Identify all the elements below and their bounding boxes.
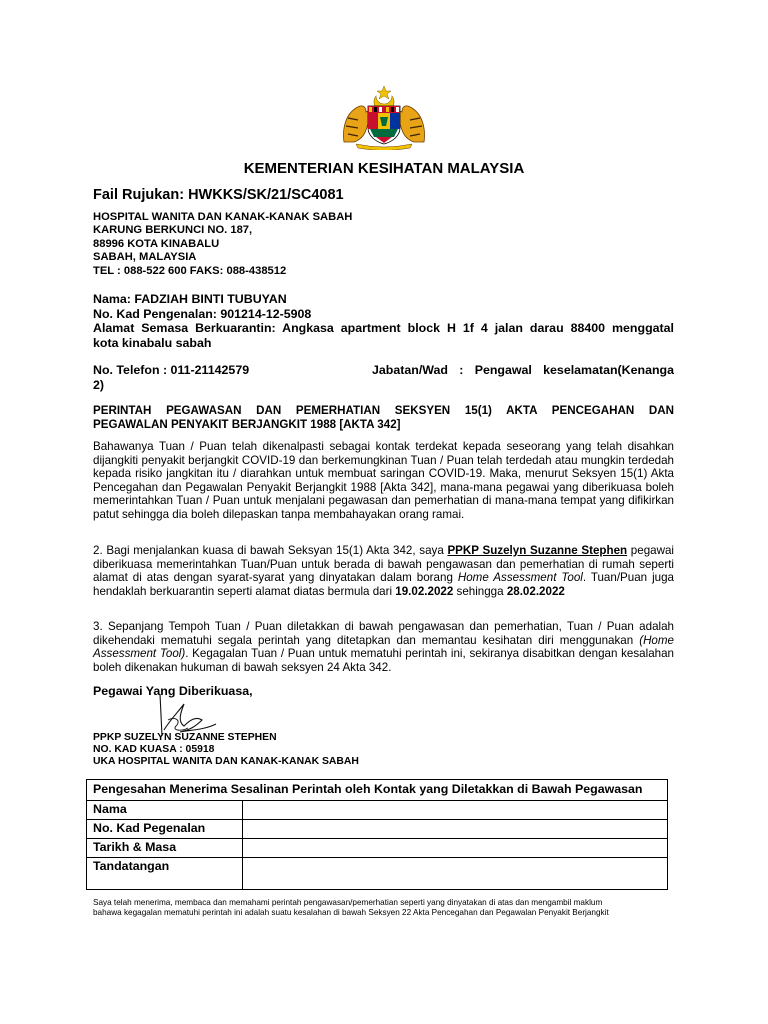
quarantine-start-date: 19.02.2022 (395, 584, 454, 598)
contact-department: Jabatan/Wad : Pengawal keselamatan(Kenanga (372, 363, 674, 377)
datetime-field[interactable] (243, 838, 668, 857)
address-line: HOSPITAL WANITA DAN KANAK-KANAK SABAH (93, 211, 353, 223)
paragraph-3-text: 3. Sepanjang Tempoh Tuan / Puan diletakkan di bawah pengawasan dan pemerhatian, Tuan / Puan adalah dikehendaki mematuhi segala perintah yang ditetapkan dan memantau kesihatan diri menggunakan (93, 620, 674, 647)
table-row (87, 780, 668, 801)
signatory-name: PPKP SUZELYN SUZANNE STEPHEN (93, 732, 277, 743)
table-row (87, 800, 668, 819)
authorized-officer-label: Pegawai Yang Diberikuasa, (93, 684, 253, 698)
signatory-id: NO. KAD KUASA : 05918 (93, 744, 215, 756)
contact-department-cont: 2) (93, 377, 105, 392)
contact-phone: No. Telefon : 011-21142579 (93, 363, 250, 377)
contact-address-cont: kota kinabalu sabah (93, 335, 212, 350)
paragraph-2-text: sehingga (453, 584, 507, 598)
row-label-signature: Tandatangan (87, 857, 243, 889)
address-line: KARUNG BERKUNCI NO. 187, (93, 224, 253, 237)
file-reference: Fail Rujukan: HWKKS/SK/21/SC4081 (93, 187, 344, 203)
hospital-address (93, 211, 352, 278)
row-label-ic: No. Kad Pegenalan (87, 819, 243, 838)
footnote-line: Saya telah menerima, membaca dan memahami perintah pengawasan/pemerhatian seperti yang dinyatakan di atas dan mengambil maklum (93, 898, 603, 907)
name-field[interactable] (243, 800, 668, 819)
paragraph-2 (93, 544, 674, 598)
signature-field[interactable] (243, 857, 668, 889)
acknowledgement-footnote (93, 898, 677, 918)
address-line: TEL : 088-522 600 FAKS: 088-438512 (93, 264, 287, 277)
table-row (87, 857, 668, 889)
quarantine-end-date: 28.02.2022 (506, 584, 565, 598)
contact-details (93, 292, 674, 350)
signatory-block (93, 732, 359, 769)
table-row (87, 838, 668, 857)
ic-field[interactable] (243, 819, 668, 838)
paragraph-2-text: . Tuan/Puan juga hendaklah berkuarantin seperti alamat diatas bermula dari (93, 571, 674, 598)
paragraph-2-text: 2. Bagi menjalankan kuasa di bawah Seksyan 15(1) Akta 342, saya (93, 544, 448, 557)
contact-ic: No. Kad Pengenalan: 901214-12-5908 (93, 306, 312, 321)
ministry-title: KEMENTERIAN KESIHATAN MALAYSIA (243, 160, 525, 177)
order-heading (93, 404, 674, 431)
address-line: SABAH, MALAYSIA (93, 251, 197, 264)
paragraph-3-text: . Kegagalan Tuan / Puan untuk mematuhi perintah ini, sekiranya disabitkan dengan kesalahan boleh dikenakan hukuman di bawah seksyen 24 Akta 342. (93, 647, 674, 674)
footnote-line: bahawa kegagalan mematuhi perintah ini adalah suatu kesalahan di bawah Seksyen 22 Akta Pencegahan dan Pegawalan Penyakit Berjangkit (93, 908, 609, 917)
row-label-name: Nama (87, 800, 243, 819)
acknowledgement-header: Pengesahan Menerima Sesalinan Perintah oleh Kontak yang Diletakkan di Bawah Pegawasan (87, 780, 668, 801)
paragraph-3 (93, 620, 674, 674)
contact-address: Alamat Semasa Berkuarantin: Angkasa apartment block H 1f 4 jalan darau 88400 menggatal (93, 321, 674, 336)
signatory-unit: UKA HOSPITAL WANITA DAN KANAK-KANAK SABAH (93, 756, 359, 768)
table-row (87, 819, 668, 838)
row-label-datetime: Tarikh & Masa (87, 838, 243, 857)
order-heading-line: PEGAWALAN PENYAKIT BERJANGKIT 1988 [AKTA 342] (93, 417, 401, 431)
acknowledgement-table (86, 779, 668, 890)
malaysia-coat-of-arms-icon (336, 84, 432, 150)
home-assessment-tool-ref: Home Assessment Tool (457, 571, 583, 585)
authorized-officer-name: PPKP Suzelyn Suzanne Stephen (447, 544, 628, 557)
address-line: 88996 KOTA KINABALU (93, 237, 220, 250)
handwritten-signature (150, 690, 220, 738)
paragraph-2-text: pegawai diberikuasa memerintahkan Tuan/Puan untuk berada di bawah pengawasan dan pemerhatian di rumah seperti alamat di atas dengan syarat-syarat yang dinyatakan dalam borang (93, 544, 674, 585)
contact-name: Nama: FADZIAH BINTI TUBUYAN (93, 292, 287, 306)
order-heading-line: PERINTAH PEGAWASAN DAN PEMERHATIAN SEKSYEN 15(1) AKTA PENCEGAHAN DAN (93, 404, 674, 417)
paragraph-1: Bahawanya Tuan / Puan telah dikenalpasti sebagai kontak terdekat kepada seseorang yang telah disahkan dijangkiti penyakit berjangkit COVID-19 dan berkemungkinan Tuan / Puan telah terdedah atau mungkin terdedah kepada risiko jangkitan itu / diarahkan untuk membuat saringan COVID-19. Maka, menurut Seksyen 15(1) Akta Pencegahan dan Pegawalan Penyakit Berjangkit 1988 [Akta 342], mana-mana pegawai yang diberikuasa boleh memerintahkan Tuan / Puan untuk menjalani pegawasan dan pemerhatian di mana-mana tempat yang difikirkan patut sehingga dia boleh dilepaskan tanpa membahayakan orang ramai. (93, 440, 674, 521)
home-assessment-tool-ref: (Home Assessment Tool) (93, 633, 674, 661)
